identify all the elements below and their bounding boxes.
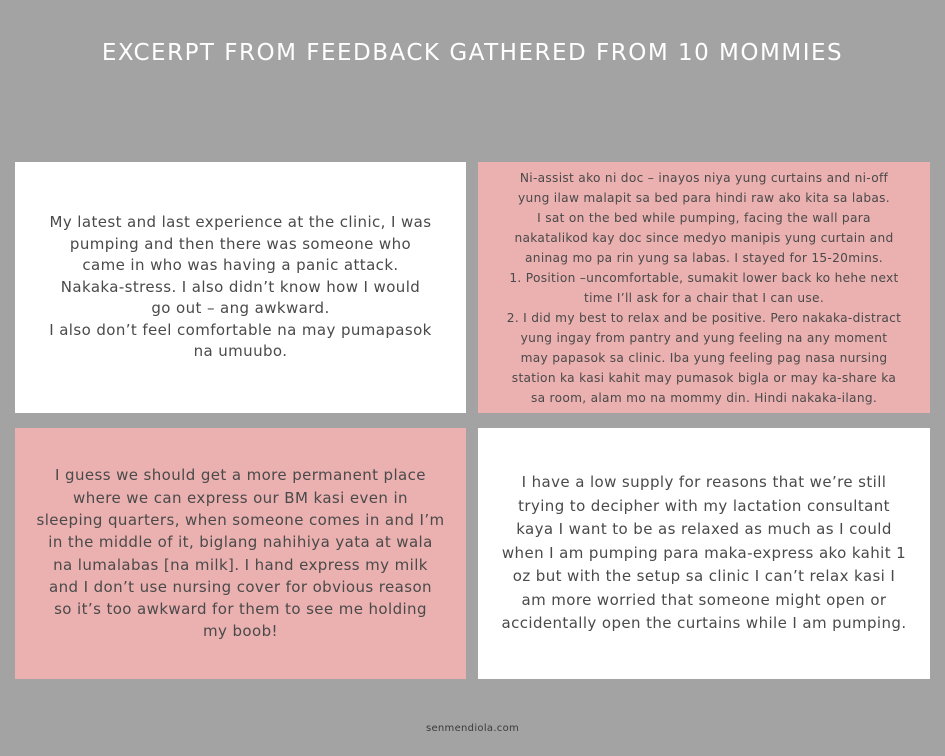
feedback-text-2: Ni-assist ako ni doc – inayos niya yung curtains and ni-off yung ilaw malapit sa bed para hindi raw ako kita sa labas. I sat on the bed while pumping, facing the wall para nakatalikod kay doc since medyo manipis yung curtain and aninag mo pa rin yung sa labas. I stayed for 15-20mins. 1. Position –uncomfortable, sumakit lower back ko hehe next time I’ll ask for a chair that I can use. 2. I did my best to relax and be positive. Pero nakaka-distract yung ingay from pantry and yung feeling na any moment may papasok sa clinic. Iba yung feeling pag nasa nursing station ka kasi kahit may pumasok bigla or may ka-share ka sa room, alam mo na mommy din. Hindi nakaka-ilang. xyxy=(506,170,902,405)
feedback-card-1 xyxy=(15,162,466,413)
page-title: EXCERPT FROM FEEDBACK GATHERED FROM 10 MOMMIES xyxy=(101,40,844,66)
feedback-text-4: I have a low supply for reasons that we’re still trying to decipher with my lactation consultant kaya I want to be as relaxed as much as I could when I am pumping para maka-express ako kahit 1 oz but with the setup sa clinic I can’t relax kasi I am more worried that someone might open or accidentally open the curtains while I am pumping. xyxy=(501,473,907,633)
footer-website: senmendiola.com xyxy=(425,723,520,734)
feedback-card-2 xyxy=(478,162,930,413)
feedback-card-4 xyxy=(478,428,930,679)
feedback-text-1: My latest and last experience at the clinic, I was pumping and then there was someone who came in who was having a panic attack. Nakaka-stress. I also didn’t know how I would go out – ang awkward. I also don’t feel comfortable na may pumapasok na umuubo. xyxy=(49,212,432,361)
feedback-text-3: I guess we should get a more permanent place where we can express our BM kasi even in sleeping quarters, when someone comes in and I’m in the middle of it, biglang nahihiya yata at wala na lumalabas [na milk]. I hand express my milk and I don’t use nursing cover for obvious reason so it’s too awkward for them to see me holding my boob! xyxy=(36,466,445,641)
feedback-card-3 xyxy=(15,428,466,679)
